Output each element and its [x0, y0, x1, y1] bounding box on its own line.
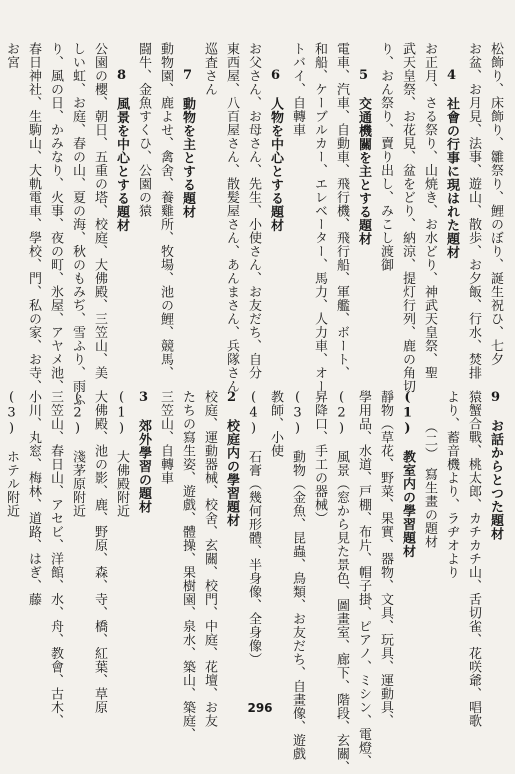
- text-column: トバイ、自轉車: [290, 42, 305, 137]
- text-column: お宮: [4, 42, 19, 69]
- section-heading: 9 お話からとつた題材: [488, 390, 503, 541]
- text-column: 猿蟹合戰、桃太郎、カチカチ山、舌切雀、花咲爺、唱歌: [466, 390, 481, 728]
- section-heading: 2 校庭内の學習題材: [224, 390, 239, 527]
- text-column: たちの寫生姿、遊戲、體操、果樹園、泉水、築山、築庭、: [180, 390, 195, 741]
- section-heading: 4 社會の行事に現はれた題材: [444, 68, 459, 259]
- text-column: しい虹、お庭、春の山、夏の海、秋のもみぢ、雪ふり、雨ふ: [70, 42, 85, 407]
- text-column: 巡査さん: [202, 42, 217, 96]
- text-column: 動物園、鹿よせ、禽舍、養雞所、牧場、池の鯉、競馬、: [158, 42, 173, 380]
- text-column: (2) 淺茅原附近: [70, 390, 85, 518]
- text-column: 靜物（草花、野菜、果實、器物、文具、玩具、運動具、: [378, 390, 393, 728]
- text-column: 公園の櫻、朝日、五重の塔、校庭、大佛殿、三笠山、美: [92, 42, 107, 380]
- text-column: 昇降口、手工の器械）: [312, 390, 327, 525]
- text-column: 學用品、水道、戸棚、布片、帽子掛、ピアノ、ミシン、電燈、: [356, 390, 371, 768]
- section-heading: (1) 教室内の學習題材: [400, 390, 415, 558]
- text-column: 春日神社、生駒山、大軌電車、學校、門、私の家、お寺、: [26, 42, 41, 393]
- text-column: お正月、さる祭り、山焼き、お水どり、神武天皇祭、聖: [422, 42, 437, 380]
- text-column: 武天皇祭、お花見、盆をどり、納涼、提灯行列、鹿の角切: [400, 42, 415, 393]
- text-column: 三笠山、春日山、アセビ、洋館、水、舟、教會、古木、: [48, 390, 63, 728]
- section-heading: 3 郊外學習の題材: [136, 390, 151, 514]
- text-column: より、蓄音機より、ラヂオより: [444, 390, 459, 579]
- text-column: 三笠山、自轉車: [158, 390, 173, 485]
- page-number: 296: [247, 701, 273, 715]
- section-heading: 6 人物を中心とする題材: [268, 68, 283, 232]
- text-column: (3) 動物（金魚、昆蟲、鳥類、お友だち、自畫像、遊戲: [290, 390, 305, 761]
- text-column: (1) 大佛殿附近: [114, 390, 129, 518]
- text-column: 和船、ケーブルカー、エレベーター、馬力、人力車、オー: [312, 42, 327, 393]
- text-column: り、おん祭り、賣り出し、みこし渡御: [378, 42, 393, 272]
- section-heading: 8 風景を中心とする題材: [114, 68, 129, 232]
- text-column: 大佛殿、池の影、鹿、野原、森、寺、橋、紅葉、草原: [92, 390, 107, 714]
- section-heading: 7 動物を主とする題材: [180, 68, 195, 219]
- text-column: 電車、汽車、自動車、飛行機、飛行船、軍艦、ボート、: [334, 42, 349, 380]
- text-column: (3) ホテル附近: [4, 390, 19, 518]
- text-column: 松飾り、床飾り、雛祭り、鯉のぼり、誕生祝ひ、七夕: [488, 42, 503, 366]
- section-heading: 5 交通機關を主とする題材: [356, 68, 371, 246]
- text-column: (2) 風景（窓から見た景色、圖畫室、廊下、階段、玄關、: [334, 390, 349, 774]
- text-column: 東西屋、八百屋さん、散髪屋さん、あんまさん、兵隊さん: [224, 42, 239, 393]
- text-column: 小川、丸窓、梅林、道路、はぎ、藤: [26, 390, 41, 606]
- text-column: り、風の日、かみなり、火事、夜の町、氷屋、アヤメ池、: [48, 42, 63, 393]
- section-heading: （二） 寫生畫の題材: [422, 420, 437, 549]
- text-column: お父さん、お母さん、先生、小使さん、お友だち、自分: [246, 42, 261, 380]
- text-column: (4) 石膏（幾何形體、半身像、全身像）: [246, 390, 261, 666]
- text-column: 教師、小使: [268, 390, 283, 458]
- text-column: 校庭、運動器械、校舍、玄關、校門、中庭、花壇、お友: [202, 390, 217, 728]
- text-column: 闘牛、金魚すくひ、公園の猿: [136, 42, 151, 218]
- text-column: お盆、お月見、法事、遊山、散歩、お夕飯、行水、焚排: [466, 42, 481, 380]
